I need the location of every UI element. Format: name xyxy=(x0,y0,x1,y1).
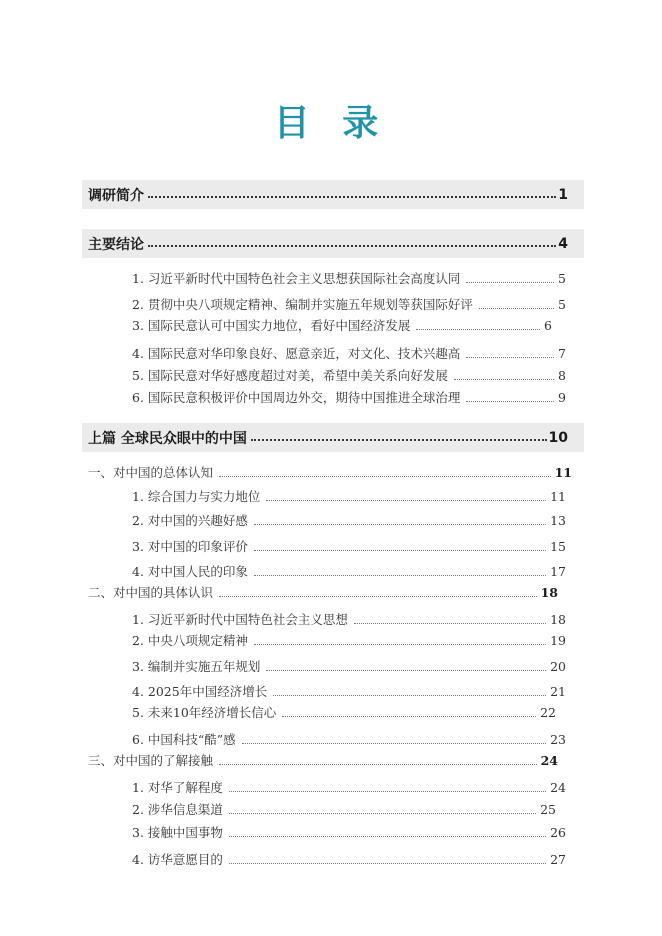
toc-item-label: 4. 2025年中国经济增长 xyxy=(132,684,268,699)
toc-section-label: 主要结论 xyxy=(88,236,144,253)
dot-leader xyxy=(219,764,537,765)
dot-leader xyxy=(148,245,556,247)
toc-page-number: 21 xyxy=(550,684,566,699)
toc-item-label: 2. 贯彻中央八项规定精神、编制并实施五年规划等获国际好评 xyxy=(132,297,473,312)
toc-item-label: 6. 国际民意积极评价中国周边外交，期待中国推进全球治理 xyxy=(132,390,461,405)
toc-item[interactable] xyxy=(132,537,566,555)
toc-page-number: 5 xyxy=(558,271,566,286)
toc-item-label: 4. 对中国人民的印象 xyxy=(132,564,248,579)
toc-page-number: 18 xyxy=(550,612,566,627)
toc-item-label: 1. 综合国力与实力地位 xyxy=(132,489,261,504)
toc-section-label: 调研简介 xyxy=(88,187,144,204)
toc-item[interactable] xyxy=(132,823,566,841)
dot-leader xyxy=(229,813,536,814)
dot-leader xyxy=(219,476,551,477)
toc-item[interactable] xyxy=(132,610,566,628)
toc-page-number: 1 xyxy=(558,186,568,203)
toc-page-number: 24 xyxy=(540,753,558,768)
dot-leader xyxy=(148,196,556,198)
dot-leader xyxy=(466,401,554,402)
toc-page-number: 26 xyxy=(550,825,566,840)
toc-page-number: 6 xyxy=(544,318,552,333)
dot-leader xyxy=(354,623,546,624)
toc-subsection-label: 一、对中国的总体认知 xyxy=(88,465,214,480)
toc-section-conclusions[interactable] xyxy=(82,229,584,258)
toc-item-label: 3. 编制并实施五年规划 xyxy=(132,659,261,674)
toc-item-label: 4. 国际民意对华印象良好、愿意亲近，对文化、技术兴趣高 xyxy=(132,346,461,361)
toc-item[interactable] xyxy=(132,562,566,580)
toc-item-label: 5. 未来10年经济增长信心 xyxy=(132,705,277,720)
toc-page-number: 22 xyxy=(540,705,556,720)
toc-item[interactable] xyxy=(132,388,566,406)
toc-item[interactable] xyxy=(132,850,566,868)
toc-item[interactable] xyxy=(132,366,566,384)
toc-item[interactable] xyxy=(132,778,566,796)
toc-page-number: 7 xyxy=(558,346,566,361)
toc-item-label: 1. 习近平新时代中国特色社会主义思想获国际社会高度认同 xyxy=(132,271,461,286)
toc-subsection[interactable] xyxy=(88,583,558,601)
toc-page-number: 24 xyxy=(550,780,566,795)
dot-leader xyxy=(254,575,546,576)
dot-leader xyxy=(254,524,546,525)
dot-leader xyxy=(229,791,546,792)
toc-page-number: 11 xyxy=(550,489,566,504)
dot-leader xyxy=(251,439,547,441)
toc-item[interactable] xyxy=(132,344,566,362)
toc-item[interactable] xyxy=(132,295,566,313)
toc-item[interactable] xyxy=(132,703,556,721)
toc-item-label: 5. 国际民意对华好感度超过对美，希望中美关系向好发展 xyxy=(132,368,448,383)
dot-leader xyxy=(454,379,554,380)
toc-page-number: 17 xyxy=(550,564,566,579)
toc-subsection-label: 二、对中国的具体认识 xyxy=(88,585,214,600)
toc-item-label: 1. 对华了解程度 xyxy=(132,780,223,795)
dot-leader xyxy=(266,500,546,501)
dot-leader xyxy=(242,743,546,744)
dot-leader xyxy=(219,596,537,597)
toc-page-number: 25 xyxy=(540,802,556,817)
toc-item-label: 2. 涉华信息渠道 xyxy=(132,802,223,817)
dot-leader xyxy=(229,863,546,864)
toc-page-number: 18 xyxy=(540,585,558,600)
toc-section-label: 上篇 全球民众眼中的中国 xyxy=(88,430,247,447)
toc-item[interactable] xyxy=(132,800,556,818)
toc-item-label: 3. 对中国的印象评价 xyxy=(132,539,248,554)
toc-subsection-label: 三、对中国的了解接触 xyxy=(88,753,214,768)
toc-item[interactable] xyxy=(132,511,566,529)
toc-item-label: 2. 中央八项规定精神 xyxy=(132,633,248,648)
toc-section-part-one[interactable] xyxy=(82,423,584,452)
toc-item-label: 4. 访华意愿目的 xyxy=(132,852,223,867)
dot-leader xyxy=(273,695,546,696)
toc-page-number: 15 xyxy=(550,539,566,554)
dot-leader xyxy=(466,282,554,283)
toc-page-number: 4 xyxy=(558,235,568,252)
toc-item[interactable] xyxy=(132,487,566,505)
toc-page-number: 27 xyxy=(550,852,566,867)
dot-leader xyxy=(254,550,546,551)
toc-item[interactable] xyxy=(132,730,566,748)
dot-leader xyxy=(416,329,540,330)
toc-page-number: 13 xyxy=(550,513,566,528)
toc-item-label: 3. 接触中国事物 xyxy=(132,825,223,840)
toc-subsection[interactable] xyxy=(88,751,558,769)
toc-item-label: 1. 习近平新时代中国特色社会主义思想 xyxy=(132,612,348,627)
toc-page-number: 20 xyxy=(550,659,566,674)
toc-page-number: 5 xyxy=(558,297,566,312)
dot-leader xyxy=(282,716,536,717)
toc-page-number: 10 xyxy=(548,429,568,446)
toc-item[interactable] xyxy=(132,631,566,649)
toc-page-number: 9 xyxy=(558,390,566,405)
toc-item[interactable] xyxy=(132,316,552,334)
dot-leader xyxy=(254,644,546,645)
page-title: 目 录 xyxy=(273,103,389,144)
dot-leader xyxy=(479,308,554,309)
dot-leader xyxy=(266,670,546,671)
toc-item[interactable] xyxy=(132,682,566,700)
dot-leader xyxy=(466,357,554,358)
toc-page-number: 11 xyxy=(554,465,572,480)
toc-page-number: 23 xyxy=(550,732,566,747)
toc-item[interactable] xyxy=(132,269,566,287)
toc-section-intro[interactable] xyxy=(82,180,584,209)
toc-item-label: 2. 对中国的兴趣好感 xyxy=(132,513,248,528)
toc-item-label: 3. 国际民意认可中国实力地位，看好中国经济发展 xyxy=(132,318,411,333)
toc-subsection[interactable] xyxy=(88,463,572,481)
toc-page-number: 8 xyxy=(558,368,566,383)
toc-page-number: 19 xyxy=(550,633,566,648)
toc-item-label: 6. 中国科技“酷”感 xyxy=(132,732,236,747)
toc-item[interactable] xyxy=(132,657,566,675)
dot-leader xyxy=(229,836,546,837)
